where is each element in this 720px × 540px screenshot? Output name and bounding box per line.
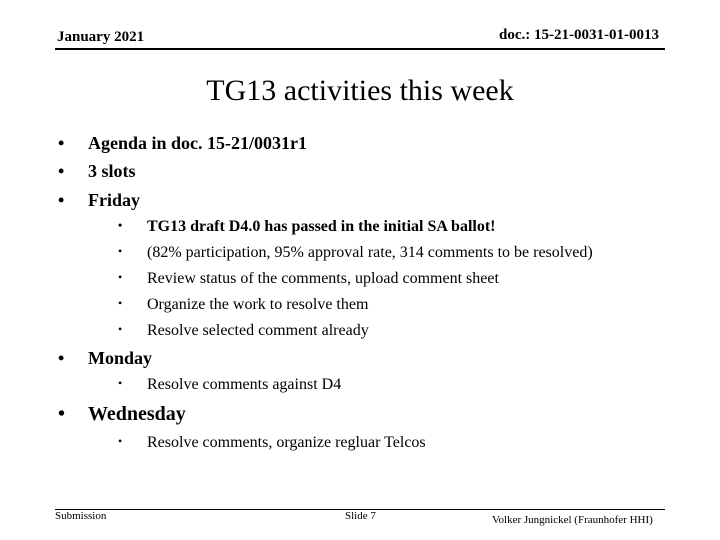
bullet-friday bbox=[58, 190, 140, 211]
sub-bullet-icon: • bbox=[118, 218, 123, 232]
friday-item-text: Organize the work to resolve them bbox=[147, 296, 369, 313]
footer-submission: Submission bbox=[55, 510, 107, 522]
bullet-icon: • bbox=[58, 133, 65, 153]
bullet-agenda bbox=[58, 133, 307, 154]
bullet-icon: • bbox=[58, 161, 65, 181]
wednesday-item bbox=[118, 434, 426, 452]
friday-item-text: Resolve selected comment already bbox=[147, 322, 369, 339]
bullet-text: Friday bbox=[88, 190, 140, 210]
monday-item-text: Resolve comments against D4 bbox=[147, 376, 342, 393]
bullet-wednesday bbox=[58, 403, 186, 426]
bullet-icon: • bbox=[58, 403, 66, 425]
footer-slide-number: Slide 7 bbox=[345, 510, 376, 522]
friday-item bbox=[118, 322, 369, 340]
sub-bullet-icon: • bbox=[118, 376, 123, 390]
friday-item-text: TG13 draft D4.0 has passed in the initial SA ballot! bbox=[147, 218, 496, 235]
sub-bullet-icon: • bbox=[118, 244, 123, 258]
sub-bullet-icon: • bbox=[118, 322, 123, 336]
footer-author: Volker Jungnickel (Fraunhofer HHI) bbox=[492, 514, 653, 526]
bullet-text: Agenda in doc. 15-21/0031r1 bbox=[88, 133, 308, 153]
bullet-text: 3 slots bbox=[88, 161, 136, 181]
bullet-monday bbox=[58, 348, 152, 369]
monday-item bbox=[118, 376, 341, 394]
bullet-text: Monday bbox=[88, 348, 153, 368]
slide-title: TG13 activities this week bbox=[206, 74, 514, 107]
bullet-icon: • bbox=[58, 348, 65, 368]
friday-item bbox=[118, 270, 499, 288]
sub-bullet-icon: • bbox=[118, 296, 123, 310]
bullet-icon: • bbox=[58, 190, 65, 210]
friday-item bbox=[118, 244, 593, 262]
wednesday-item-text: Resolve comments, organize regluar Telcos bbox=[147, 434, 426, 451]
header-doc-id: doc.: 15-21-0031-01-0013 bbox=[499, 27, 659, 43]
bullet-text: Wednesday bbox=[88, 403, 186, 425]
bullet-slots bbox=[58, 161, 136, 182]
sub-bullet-icon: • bbox=[118, 270, 123, 284]
friday-item-text: (82% participation, 95% approval rate, 314 comments to be resolved) bbox=[147, 244, 593, 261]
sub-bullet-icon: • bbox=[118, 434, 123, 448]
header-rule bbox=[55, 48, 665, 50]
friday-item bbox=[118, 296, 368, 314]
friday-item-text: Review status of the comments, upload comment sheet bbox=[147, 270, 499, 287]
header-date: January 2021 bbox=[57, 29, 145, 45]
friday-item bbox=[118, 218, 496, 236]
